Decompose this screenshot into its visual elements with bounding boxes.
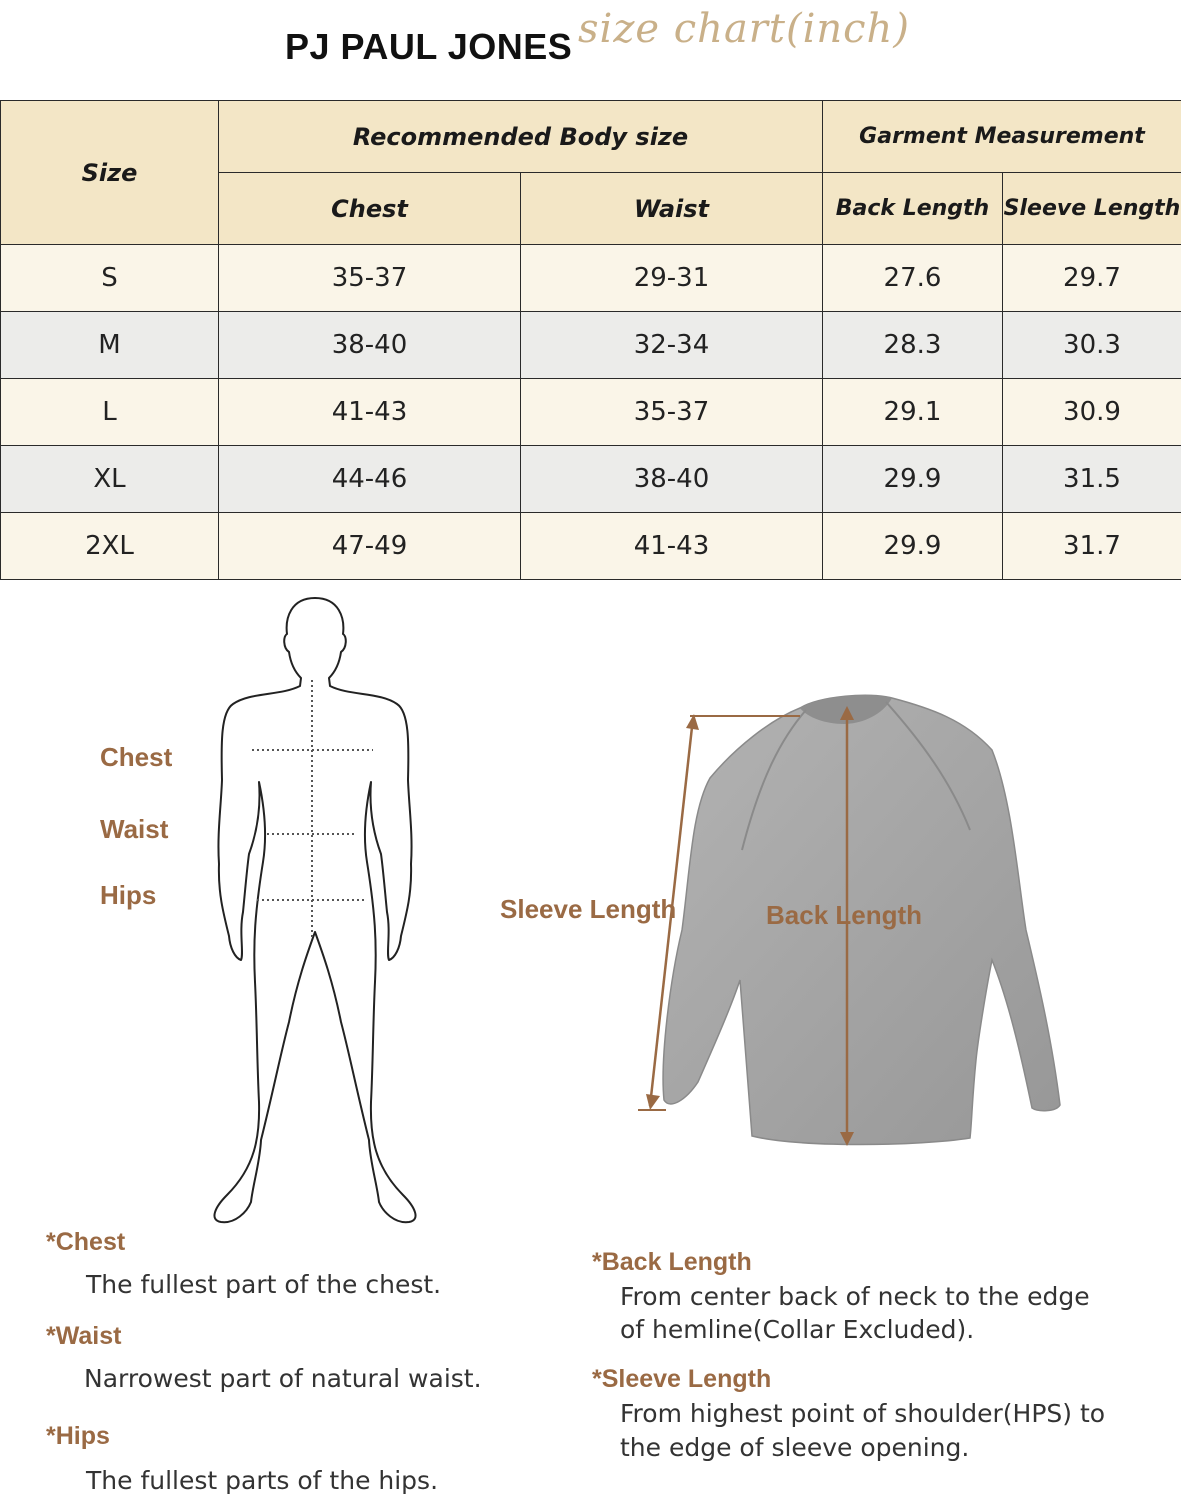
chest-cell: 44-46 — [219, 446, 521, 513]
column-header-chest: Chest — [219, 173, 521, 245]
chest-cell: 41-43 — [219, 379, 521, 446]
chest-cell: 35-37 — [219, 245, 521, 312]
note-text-hips: The fullest parts of the hips. — [86, 1466, 439, 1495]
waist-cell: 29-31 — [521, 245, 823, 312]
waist-cell: 35-37 — [521, 379, 823, 446]
note-title-waist: *Waist — [46, 1322, 122, 1350]
size-cell: S — [1, 245, 219, 312]
size-cell: XL — [1, 446, 219, 513]
back-length-cell: 29.9 — [823, 446, 1003, 513]
brand-name: PJ PAUL JONES — [285, 26, 573, 67]
sleeve-length-cell: 30.3 — [1003, 312, 1181, 379]
table-row — [1, 379, 1181, 446]
table-row — [1, 513, 1181, 580]
note-text-chest: The fullest part of the chest. — [86, 1270, 442, 1299]
sleeve-length-cell: 30.9 — [1003, 379, 1181, 446]
note-title-hips: *Hips — [46, 1422, 110, 1450]
size-cell: M — [1, 312, 219, 379]
chest-cell: 47-49 — [219, 513, 521, 580]
note-text-sleeve-line2: the edge of sleeve opening. — [620, 1433, 970, 1462]
column-header-back-length: Back Length — [823, 173, 1003, 245]
size-cell: 2XL — [1, 513, 219, 580]
waist-cell: 38-40 — [521, 446, 823, 513]
chart-header — [0, 0, 1181, 100]
body-label-chest: Chest — [100, 742, 173, 772]
waist-cell: 41-43 — [521, 513, 823, 580]
size-table — [0, 100, 1181, 580]
body-label-hips: Hips — [100, 880, 157, 910]
sleeve-length-cell: 29.7 — [1003, 245, 1181, 312]
table-row — [1, 312, 1181, 379]
chart-subtitle: size chart(inch) — [578, 6, 910, 52]
note-text-back-line1: From center back of neck to the edge — [620, 1282, 1090, 1311]
note-title-back-length: *Back Length — [592, 1248, 752, 1276]
back-length-cell: 29.9 — [823, 513, 1003, 580]
sweater-label-back: Back Length — [766, 900, 923, 930]
note-text-waist: Narrowest part of natural waist. — [84, 1364, 482, 1393]
size-cell: L — [1, 379, 219, 446]
back-length-cell: 29.1 — [823, 379, 1003, 446]
table-row — [1, 446, 1181, 513]
back-length-cell: 27.6 — [823, 245, 1003, 312]
body-size-group-header: Recommended Body size — [219, 101, 823, 173]
sleeve-length-cell: 31.7 — [1003, 513, 1181, 580]
column-header-waist: Waist — [521, 173, 823, 245]
waist-cell: 32-34 — [521, 312, 823, 379]
note-title-chest: *Chest — [46, 1228, 126, 1256]
body-label-waist: Waist — [100, 814, 169, 844]
note-title-sleeve-length: *Sleeve Length — [592, 1365, 772, 1393]
garment-group-header: Garment Measurement — [823, 101, 1181, 173]
size-column-header: Size — [1, 101, 219, 245]
back-length-cell: 28.3 — [823, 312, 1003, 379]
sweater-label-sleeve: Sleeve Length — [500, 894, 677, 924]
table-row — [1, 245, 1181, 312]
sleeve-length-cell: 31.5 — [1003, 446, 1181, 513]
chest-cell: 38-40 — [219, 312, 521, 379]
note-text-sleeve-line1: From highest point of shoulder(HPS) to — [620, 1399, 1106, 1428]
column-header-sleeve-length: Sleeve Length — [1003, 173, 1181, 245]
body-outline-figure — [195, 592, 435, 1228]
note-text-back-line2: of hemline(Collar Excluded). — [620, 1315, 975, 1344]
